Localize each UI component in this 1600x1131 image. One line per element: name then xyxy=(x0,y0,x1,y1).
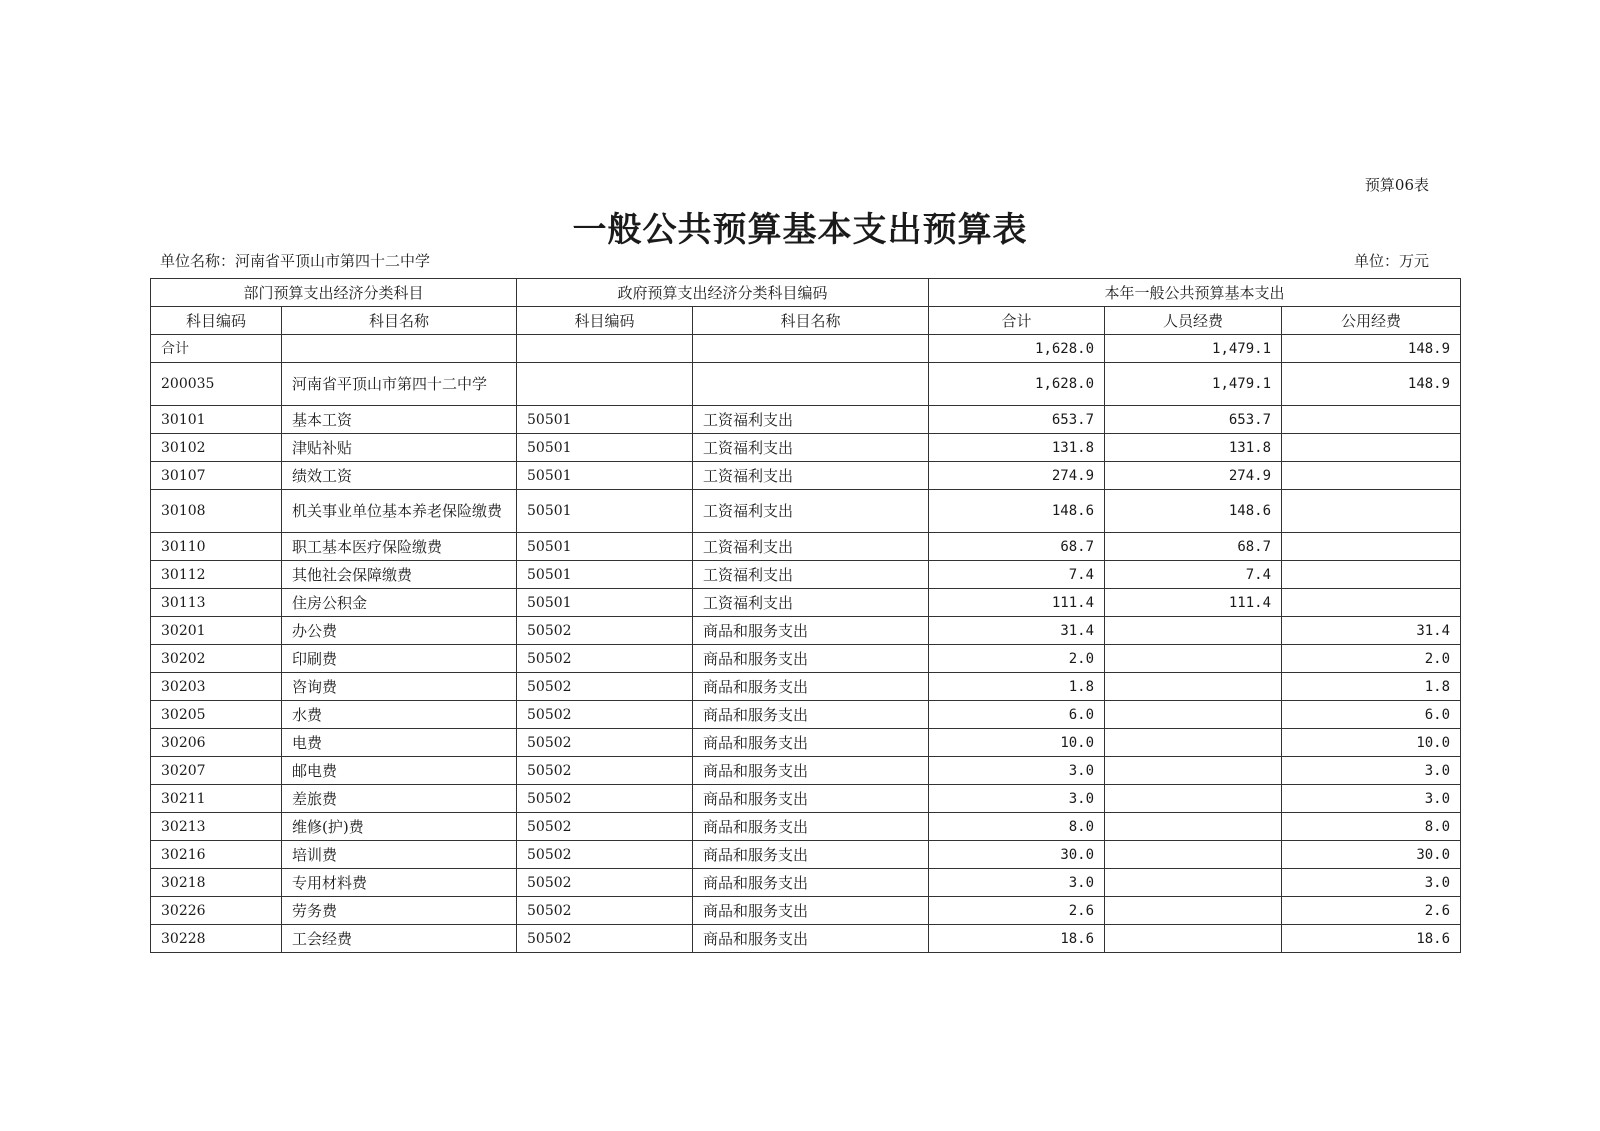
cell-gov-code: 50502 xyxy=(517,673,693,701)
table-row xyxy=(151,757,1461,785)
header-dept-name: 科目名称 xyxy=(282,307,517,335)
cell-dept-code: 30110 xyxy=(151,533,282,561)
cell-gov-name: 商品和服务支出 xyxy=(693,813,929,841)
table-row xyxy=(151,533,1461,561)
header-personnel: 人员经费 xyxy=(1105,307,1282,335)
cell-personnel xyxy=(1105,701,1282,729)
cell-total: 3.0 xyxy=(929,757,1105,785)
cell-gov-code: 50501 xyxy=(517,406,693,434)
cell-personnel: 1,479.1 xyxy=(1105,335,1282,363)
cell-total: 131.8 xyxy=(929,434,1105,462)
table-row xyxy=(151,561,1461,589)
cell-total: 653.7 xyxy=(929,406,1105,434)
cell-personnel: 111.4 xyxy=(1105,589,1282,617)
cell-total: 2.6 xyxy=(929,897,1105,925)
table-code: 预算06表 xyxy=(1364,176,1429,194)
header-gov-name: 科目名称 xyxy=(693,307,929,335)
cell-personnel xyxy=(1105,729,1282,757)
cell-total: 7.4 xyxy=(929,561,1105,589)
cell-dept-code: 30108 xyxy=(151,490,282,533)
cell-public: 1.8 xyxy=(1282,673,1461,701)
cell-personnel: 131.8 xyxy=(1105,434,1282,462)
cell-gov-name: 商品和服务支出 xyxy=(693,757,929,785)
cell-dept-code: 30216 xyxy=(151,841,282,869)
cell-dept-code: 200035 xyxy=(151,363,282,406)
cell-personnel xyxy=(1105,813,1282,841)
cell-public: 31.4 xyxy=(1282,617,1461,645)
unit-name: 单位名称：河南省平顶山市第四十二中学 xyxy=(160,252,431,270)
cell-gov-code: 50502 xyxy=(517,925,693,953)
table-row xyxy=(151,589,1461,617)
cell-dept-code: 30107 xyxy=(151,462,282,490)
cell-gov-name: 工资福利支出 xyxy=(693,533,929,561)
table-row xyxy=(151,363,1461,406)
cell-personnel: 1,479.1 xyxy=(1105,363,1282,406)
cell-dept-name: 基本工资 xyxy=(282,406,517,434)
cell-public xyxy=(1282,406,1461,434)
cell-public: 10.0 xyxy=(1282,729,1461,757)
cell-gov-name: 商品和服务支出 xyxy=(693,645,929,673)
cell-gov-code: 50502 xyxy=(517,813,693,841)
cell-personnel xyxy=(1105,785,1282,813)
cell-gov-name xyxy=(693,335,929,363)
cell-gov-code: 50502 xyxy=(517,897,693,925)
cell-dept-name: 培训费 xyxy=(282,841,517,869)
cell-public xyxy=(1282,533,1461,561)
table-row xyxy=(151,925,1461,953)
table-row xyxy=(151,434,1461,462)
cell-public: 30.0 xyxy=(1282,841,1461,869)
cell-gov-code: 50502 xyxy=(517,701,693,729)
cell-dept-code: 30213 xyxy=(151,813,282,841)
cell-total: 111.4 xyxy=(929,589,1105,617)
header-gov-code: 科目编码 xyxy=(517,307,693,335)
cell-public xyxy=(1282,462,1461,490)
cell-gov-code: 50502 xyxy=(517,645,693,673)
cell-dept-code: 30113 xyxy=(151,589,282,617)
cell-gov-code: 50502 xyxy=(517,617,693,645)
cell-total: 30.0 xyxy=(929,841,1105,869)
cell-public: 148.9 xyxy=(1282,335,1461,363)
cell-personnel xyxy=(1105,645,1282,673)
cell-public: 3.0 xyxy=(1282,757,1461,785)
cell-public: 6.0 xyxy=(1282,701,1461,729)
cell-gov-name: 商品和服务支出 xyxy=(693,841,929,869)
cell-public: 3.0 xyxy=(1282,869,1461,897)
cell-dept-name: 邮电费 xyxy=(282,757,517,785)
cell-total: 1,628.0 xyxy=(929,363,1105,406)
header-group-dept: 部门预算支出经济分类科目 xyxy=(151,279,517,307)
cell-dept-name: 其他社会保障缴费 xyxy=(282,561,517,589)
cell-personnel xyxy=(1105,841,1282,869)
cell-personnel xyxy=(1105,757,1282,785)
cell-total: 68.7 xyxy=(929,533,1105,561)
cell-personnel: 274.9 xyxy=(1105,462,1282,490)
cell-dept-code: 30202 xyxy=(151,645,282,673)
page-title: 一般公共预算基本支出预算表 xyxy=(572,210,1028,250)
cell-total: 18.6 xyxy=(929,925,1105,953)
cell-gov-name: 工资福利支出 xyxy=(693,406,929,434)
cell-dept-code: 30228 xyxy=(151,925,282,953)
cell-total: 10.0 xyxy=(929,729,1105,757)
cell-gov-code xyxy=(517,363,693,406)
cell-personnel: 148.6 xyxy=(1105,490,1282,533)
header-dept-code: 科目编码 xyxy=(151,307,282,335)
cell-public: 2.0 xyxy=(1282,645,1461,673)
cell-gov-code: 50501 xyxy=(517,462,693,490)
cell-dept-name xyxy=(282,335,517,363)
cell-dept-code: 30101 xyxy=(151,406,282,434)
table-row xyxy=(151,701,1461,729)
cell-public xyxy=(1282,561,1461,589)
cell-dept-name: 办公费 xyxy=(282,617,517,645)
cell-gov-name: 商品和服务支出 xyxy=(693,673,929,701)
cell-gov-code xyxy=(517,335,693,363)
cell-gov-code: 50502 xyxy=(517,729,693,757)
table-row xyxy=(151,406,1461,434)
cell-gov-code: 50502 xyxy=(517,869,693,897)
table-row xyxy=(151,490,1461,533)
cell-gov-code: 50502 xyxy=(517,785,693,813)
cell-total: 31.4 xyxy=(929,617,1105,645)
cell-public: 18.6 xyxy=(1282,925,1461,953)
cell-dept-name: 劳务费 xyxy=(282,897,517,925)
cell-dept-code: 30102 xyxy=(151,434,282,462)
cell-gov-code: 50501 xyxy=(517,589,693,617)
cell-dept-code: 30206 xyxy=(151,729,282,757)
cell-gov-code: 50501 xyxy=(517,561,693,589)
cell-gov-name: 工资福利支出 xyxy=(693,462,929,490)
cell-dept-name: 津贴补贴 xyxy=(282,434,517,462)
cell-dept-name: 绩效工资 xyxy=(282,462,517,490)
cell-personnel xyxy=(1105,897,1282,925)
header-total: 合计 xyxy=(929,307,1105,335)
table-row xyxy=(151,897,1461,925)
cell-personnel: 7.4 xyxy=(1105,561,1282,589)
header-public: 公用经费 xyxy=(1282,307,1461,335)
table-row xyxy=(151,785,1461,813)
cell-dept-code: 30203 xyxy=(151,673,282,701)
cell-dept-code: 30205 xyxy=(151,701,282,729)
cell-total: 1.8 xyxy=(929,673,1105,701)
cell-total: 6.0 xyxy=(929,701,1105,729)
cell-gov-name: 工资福利支出 xyxy=(693,434,929,462)
cell-gov-name: 工资福利支出 xyxy=(693,561,929,589)
cell-dept-name: 咨询费 xyxy=(282,673,517,701)
table-row xyxy=(151,841,1461,869)
budget-table xyxy=(150,278,1461,953)
unit-row xyxy=(160,250,1429,271)
cell-gov-name: 商品和服务支出 xyxy=(693,925,929,953)
cell-dept-code: 合计 xyxy=(151,335,282,363)
cell-public xyxy=(1282,589,1461,617)
cell-personnel xyxy=(1105,869,1282,897)
cell-total: 274.9 xyxy=(929,462,1105,490)
table-row xyxy=(151,645,1461,673)
cell-personnel: 68.7 xyxy=(1105,533,1282,561)
cell-gov-code: 50501 xyxy=(517,533,693,561)
cell-dept-name: 差旅费 xyxy=(282,785,517,813)
cell-dept-name: 职工基本医疗保险缴费 xyxy=(282,533,517,561)
cell-total: 3.0 xyxy=(929,785,1105,813)
table-row xyxy=(151,335,1461,363)
cell-dept-code: 30218 xyxy=(151,869,282,897)
cell-public: 2.6 xyxy=(1282,897,1461,925)
header-group-row xyxy=(151,279,1461,307)
cell-gov-name: 工资福利支出 xyxy=(693,589,929,617)
table-row xyxy=(151,729,1461,757)
cell-dept-name: 河南省平顶山市第四十二中学 xyxy=(282,363,517,406)
cell-personnel: 653.7 xyxy=(1105,406,1282,434)
cell-dept-name: 工会经费 xyxy=(282,925,517,953)
table-row xyxy=(151,869,1461,897)
cell-public: 8.0 xyxy=(1282,813,1461,841)
cell-gov-name: 商品和服务支出 xyxy=(693,701,929,729)
cell-dept-name: 电费 xyxy=(282,729,517,757)
cell-public: 3.0 xyxy=(1282,785,1461,813)
cell-personnel xyxy=(1105,925,1282,953)
cell-dept-code: 30201 xyxy=(151,617,282,645)
cell-public xyxy=(1282,490,1461,533)
cell-gov-name: 工资福利支出 xyxy=(693,490,929,533)
cell-dept-name: 维修(护)费 xyxy=(282,813,517,841)
cell-gov-name xyxy=(693,363,929,406)
cell-dept-code: 30112 xyxy=(151,561,282,589)
table-row xyxy=(151,813,1461,841)
cell-gov-code: 50502 xyxy=(517,841,693,869)
cell-dept-code: 30226 xyxy=(151,897,282,925)
header-column-row xyxy=(151,307,1461,335)
cell-dept-name: 机关事业单位基本养老保险缴费 xyxy=(282,490,517,533)
cell-personnel xyxy=(1105,673,1282,701)
cell-gov-code: 50501 xyxy=(517,490,693,533)
cell-gov-name: 商品和服务支出 xyxy=(693,785,929,813)
cell-dept-code: 30211 xyxy=(151,785,282,813)
table-row xyxy=(151,462,1461,490)
cell-gov-name: 商品和服务支出 xyxy=(693,729,929,757)
cell-gov-name: 商品和服务支出 xyxy=(693,617,929,645)
cell-personnel xyxy=(1105,617,1282,645)
cell-dept-name: 专用材料费 xyxy=(282,869,517,897)
header-group-current: 本年一般公共预算基本支出 xyxy=(929,279,1461,307)
cell-gov-code: 50501 xyxy=(517,434,693,462)
cell-gov-code: 50502 xyxy=(517,757,693,785)
cell-gov-name: 商品和服务支出 xyxy=(693,897,929,925)
cell-total: 1,628.0 xyxy=(929,335,1105,363)
cell-gov-name: 商品和服务支出 xyxy=(693,869,929,897)
cell-dept-name: 住房公积金 xyxy=(282,589,517,617)
cell-total: 2.0 xyxy=(929,645,1105,673)
cell-total: 148.6 xyxy=(929,490,1105,533)
cell-public xyxy=(1282,434,1461,462)
cell-dept-name: 水费 xyxy=(282,701,517,729)
cell-dept-code: 30207 xyxy=(151,757,282,785)
table-row xyxy=(151,673,1461,701)
unit-label: 单位：万元 xyxy=(1353,252,1429,270)
cell-total: 8.0 xyxy=(929,813,1105,841)
table-body xyxy=(151,335,1461,953)
cell-total: 3.0 xyxy=(929,869,1105,897)
cell-public: 148.9 xyxy=(1282,363,1461,406)
table-row xyxy=(151,617,1461,645)
cell-dept-name: 印刷费 xyxy=(282,645,517,673)
header-group-gov: 政府预算支出经济分类科目编码 xyxy=(517,279,929,307)
